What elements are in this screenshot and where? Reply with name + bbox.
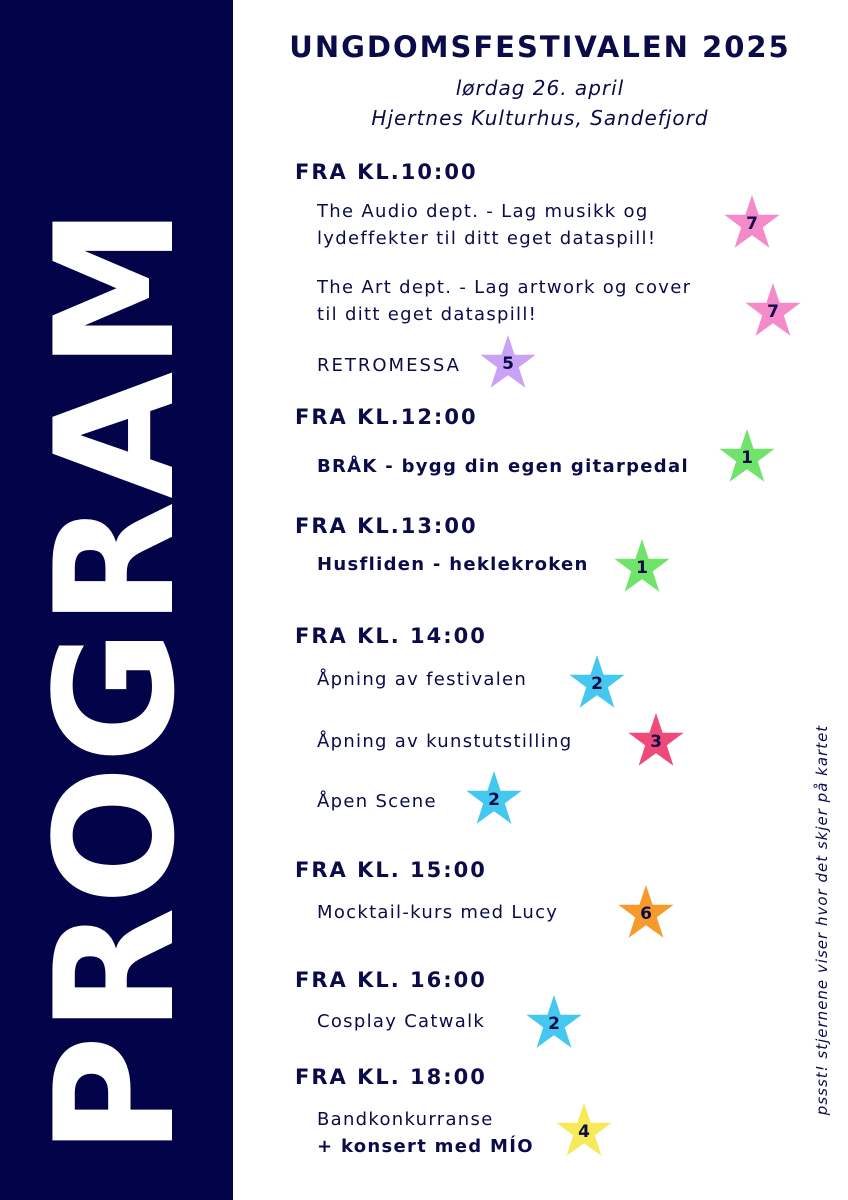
event-line: Åpen Scene xyxy=(317,791,437,812)
star-number: 5 xyxy=(502,354,514,374)
event-line: Husfliden - heklekroken xyxy=(317,554,589,575)
time-heading: FRA KL. 14:00 xyxy=(295,624,487,648)
star-number: 2 xyxy=(488,790,500,810)
event-brak xyxy=(317,453,689,480)
festival-date: lørdag 26. april xyxy=(455,76,625,100)
star-number: 7 xyxy=(767,302,779,322)
map-star-icon xyxy=(524,992,584,1052)
star-number: 1 xyxy=(741,448,753,468)
event-retromessa xyxy=(317,352,461,379)
event-line: Åpning av festivalen xyxy=(317,669,528,690)
star-number: 1 xyxy=(636,558,648,578)
program-vertical-title: PROGRAM xyxy=(20,204,211,1156)
map-star-icon xyxy=(612,536,672,596)
event-line: RETROMESSA xyxy=(317,355,461,376)
event-audio-dept xyxy=(317,198,656,252)
event-line: Bandkonkurranse xyxy=(317,1109,494,1130)
star-number: 2 xyxy=(548,1014,560,1034)
map-star-icon xyxy=(567,652,627,712)
star-number: 7 xyxy=(746,214,758,234)
event-line: til ditt eget dataspill! xyxy=(317,304,538,325)
event-cosplay xyxy=(317,1008,485,1035)
map-star-icon xyxy=(554,1100,614,1160)
event-line: lydeffekter til ditt eget dataspill! xyxy=(317,228,657,249)
star-number: 4 xyxy=(578,1122,590,1142)
event-line: BRÅK - bygg din egen gitarpedal xyxy=(317,456,689,477)
star-number: 3 xyxy=(650,732,662,752)
map-star-icon xyxy=(616,882,676,942)
event-line: Cosplay Catwalk xyxy=(317,1011,486,1032)
star-number: 6 xyxy=(640,904,652,924)
star-number: 2 xyxy=(591,674,603,694)
festival-venue: Hjertnes Kulturhus, Sandefjord xyxy=(371,106,709,130)
event-band-contest xyxy=(317,1106,534,1160)
event-line: The Audio dept. - Lag musikk og xyxy=(317,201,649,222)
time-heading: FRA KL. 18:00 xyxy=(295,1065,487,1089)
map-star-icon xyxy=(743,280,803,340)
time-heading: FRA KL.13:00 xyxy=(295,514,478,538)
festival-title: UNGDOMSFESTIVALEN 2025 xyxy=(289,30,791,64)
event-festival-opening xyxy=(317,666,527,693)
time-heading: FRA KL. 16:00 xyxy=(295,968,487,992)
map-star-icon xyxy=(464,768,524,828)
time-heading: FRA KL. 15:00 xyxy=(295,858,487,882)
map-star-icon xyxy=(722,192,782,252)
map-star-footnote: pssst! stjernene viser hvor det skjer på kartet xyxy=(813,724,831,1116)
map-star-icon xyxy=(626,710,686,770)
event-mocktail xyxy=(317,899,558,926)
sidebar-panel xyxy=(0,0,233,1200)
event-line: + konsert med MÍO xyxy=(317,1136,534,1157)
time-heading: FRA KL.10:00 xyxy=(295,160,478,184)
event-open-stage xyxy=(317,788,437,815)
event-line: Mocktail-kurs med Lucy xyxy=(317,902,559,923)
map-star-icon xyxy=(478,332,538,392)
event-line: The Art dept. - Lag artwork og cover xyxy=(317,277,692,298)
event-art-exhibition-opening xyxy=(317,728,572,755)
map-star-icon xyxy=(717,426,777,486)
time-heading: FRA KL.12:00 xyxy=(295,405,478,429)
event-husfliden xyxy=(317,551,589,578)
event-art-dept xyxy=(317,274,691,328)
event-line: Åpning av kunstutstilling xyxy=(317,731,573,752)
